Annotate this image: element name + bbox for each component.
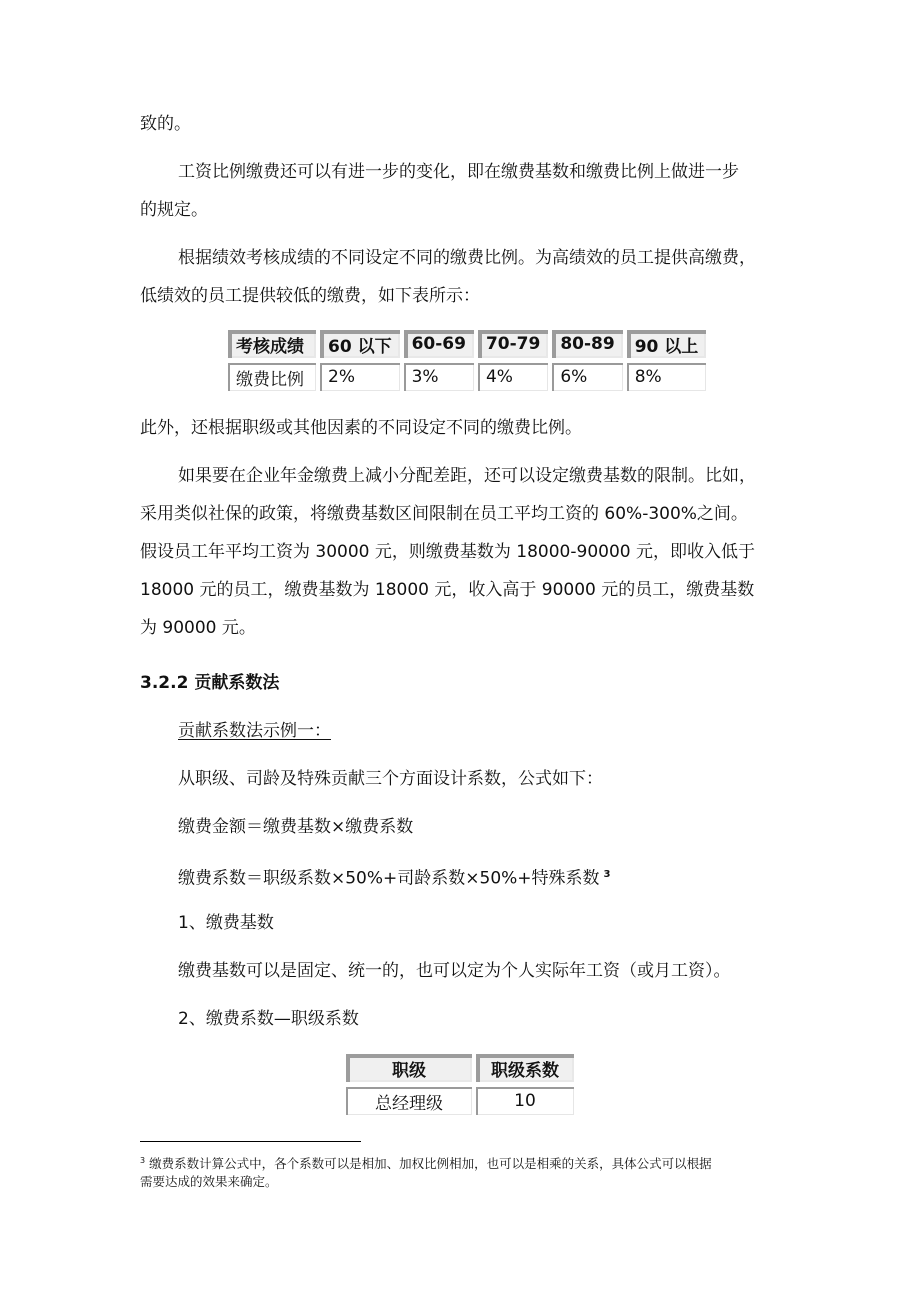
paragraph-line: 此外，还根据职级或其他因素的不同设定不同的缴费比例。 [140, 418, 582, 438]
footnote-number: 3 [140, 1156, 146, 1165]
table-cell: 60-69 [404, 330, 474, 358]
table-row [228, 363, 706, 391]
paragraph-line: 低绩效的员工提供较低的缴费，如下表所示： [140, 286, 480, 306]
rank-coefficient-table [342, 1049, 578, 1120]
paragraph-line: 假设员工年平均工资为 30000 元，则缴费基数为 18000-90000 元，即收入低于 [140, 542, 755, 562]
formula [178, 865, 611, 889]
paragraph-line: 采用类似社保的政策，将缴费基数区间限制在员工平均工资的 60%-300%之间。 [140, 504, 748, 524]
table-header-row [346, 1054, 574, 1082]
footnote-text: 需要达成的效果来确定。 [140, 1174, 278, 1190]
formula: 缴费金额＝缴费基数×缴费系数 [178, 817, 414, 837]
footnote [140, 1152, 800, 1191]
paragraph-line: 工资比例缴费还可以有进一步的变化，即在缴费基数和缴费比例上做进一步 [178, 162, 739, 182]
table-header-row [228, 330, 706, 358]
table-cell: 8% [627, 363, 707, 391]
footnote-reference: 3 [603, 869, 611, 880]
list-item-heading: 1、缴费基数 [178, 913, 274, 933]
footnote-text: 缴费系数计算公式中，各个系数可以是相加、加权比例相加，也可以是相乘的关系，具体公式可以根据 [149, 1156, 712, 1172]
paragraph-line: 为 90000 元。 [140, 618, 256, 638]
table-cell: 考核成绩 [228, 330, 316, 358]
footnote-divider [140, 1141, 361, 1142]
paragraph-line: 从职级、司龄及特殊贡献三个方面设计系数，公式如下： [178, 769, 603, 789]
paragraph-line: 如果要在企业年金缴费上减小分配差距，还可以设定缴费基数的限制。比如， [178, 466, 756, 486]
paragraph-line: 根据绩效考核成绩的不同设定不同的缴费比例。为高绩效的员工提供高缴费， [178, 248, 756, 268]
paragraph-line: 缴费基数可以是固定、统一的，也可以定为个人实际年工资（或月工资）。 [178, 961, 731, 981]
table-cell: 职级 [346, 1054, 472, 1082]
example-title: 贡献系数法示例一： [178, 721, 331, 741]
table-cell: 总经理级 [346, 1087, 472, 1115]
list-item-heading: 2、缴费系数—职级系数 [178, 1009, 359, 1029]
paragraph-line: 的规定。 [140, 200, 208, 220]
table-cell: 70-79 [478, 330, 548, 358]
table-cell: 60 以下 [320, 330, 400, 358]
paragraph-line: 18000 元的员工，缴费基数为 18000 元，收入高于 90000 元的员工，缴费基数 [140, 580, 755, 600]
performance-table [224, 325, 710, 396]
table-cell: 80-89 [552, 330, 622, 358]
section-heading: 3.2.2 贡献系数法 [140, 673, 280, 693]
paragraph-continuation: 致的。 [140, 114, 191, 134]
table-cell: 4% [478, 363, 548, 391]
table-cell: 10 [476, 1087, 574, 1115]
table-cell: 2% [320, 363, 400, 391]
formula-text: 缴费系数＝职级系数×50%+司龄系数×50%+特殊系数 [178, 868, 600, 889]
table-cell: 缴费比例 [228, 363, 316, 391]
table-cell: 3% [404, 363, 474, 391]
table-cell: 6% [552, 363, 622, 391]
table-cell: 90 以上 [627, 330, 707, 358]
table-cell: 职级系数 [476, 1054, 574, 1082]
table-row [346, 1087, 574, 1115]
